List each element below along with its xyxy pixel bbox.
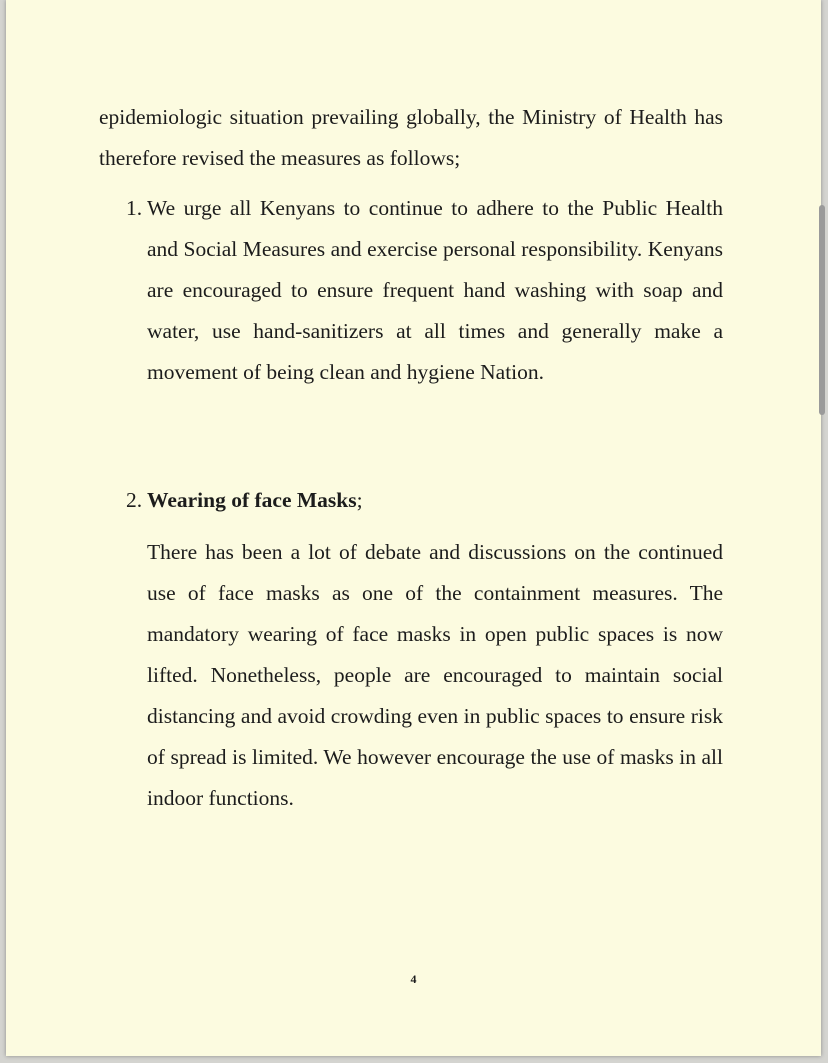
- item-2-heading-bold: Wearing of face Masks: [147, 488, 357, 512]
- item-2-heading-suffix: ;: [356, 488, 363, 512]
- item-2-number: 2.: [126, 488, 143, 512]
- item-2-text: There has been a lot of debate and discussions on the continued use of face masks as one of the containment measures. The mandatory wearing of face masks in open public spaces is now lifted. Nonetheless, people are encouraged to maintain social distancing and avoid crowding even in public spaces to ensure risk of spread is limited. We however encourage the use of masks in all indoor functions.: [147, 540, 723, 810]
- document-page: [6, 0, 821, 1056]
- item-1-text: We urge all Kenyans to continue to adhere to the Public Health and Social Measures and exercise personal responsibility. Kenyans are encouraged to ensure frequent hand washing with soap and water, use hand-sanitizers at all times and generally make a movement of being clean and hygiene Nation.: [147, 196, 723, 384]
- item-1-number: 1.: [126, 196, 143, 220]
- vertical-scrollbar[interactable]: [819, 205, 825, 415]
- intro-paragraph: epidemiologic situation prevailing globally, the Ministry of Health has therefore revised the measures as follows;: [99, 105, 723, 170]
- page-number: 4: [410, 972, 417, 986]
- item-2-heading: [147, 480, 363, 521]
